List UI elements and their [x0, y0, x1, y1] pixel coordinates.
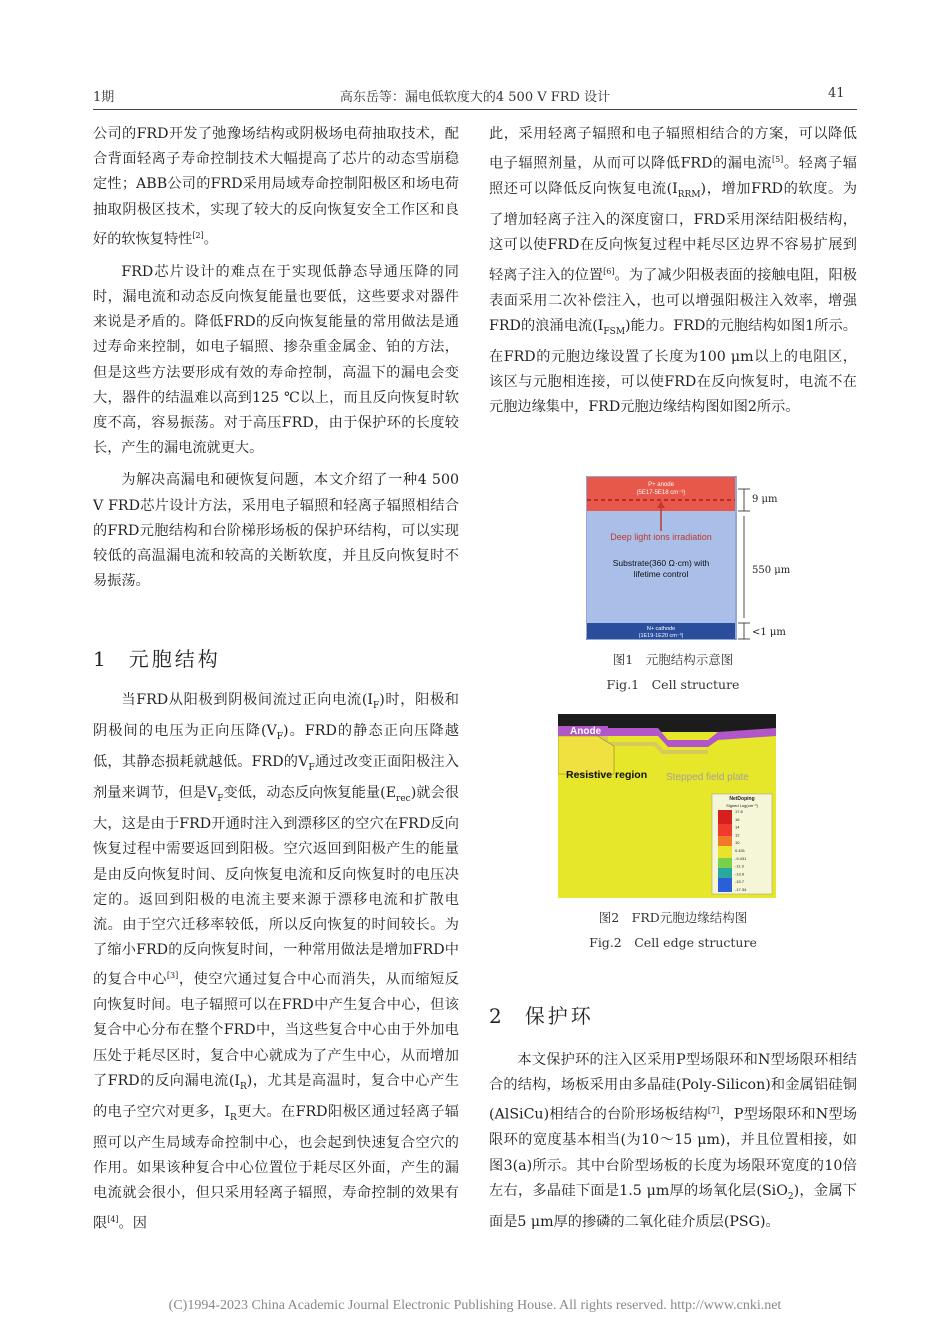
fig1-cathode-conc: (1E19-1E20 cm⁻³) — [638, 633, 684, 639]
header-rule — [93, 109, 857, 110]
fig1-substrate-label-2: lifetime control — [633, 569, 689, 579]
fig1-irradiation-label: Deep light ions irradiation — [610, 532, 712, 542]
right-column-bottom — [489, 1048, 857, 1235]
copyright-footer: (C)1994-2023 China Academic Journal Electronic Publishing House. All rights reserved. http://www.cnki.net — [168, 1298, 782, 1313]
fig2-legend-title: NetDoping — [729, 796, 755, 802]
header-page-number: 41 — [828, 86, 845, 101]
fig1-anode-conc: (5E17-5E18 cm⁻³) — [636, 490, 686, 496]
fig2-legend-value: 10 — [735, 840, 740, 846]
figure-2-caption-cn: 图2 FRD元胞边缘结构图 — [598, 910, 748, 925]
paragraph: 本文保护环的注入区采用P型场限环和N型场限环相结合的结构，场板采用由多晶硅(Poly-Silicon)和金属铝硅铜(AlSiCu)相结合的台阶形场板结构[7]，P型场限环和N型场限环的宽度基本相当(为10～15 μm)，并且位置相接，如图3(a)所示。其中台阶型场板的长度为场限环宽度的10倍左右，多晶硅下面是1.5 μm厚的场氧化层(SiO$_2$)，金属下面是5 μm厚的掺磷的二氧化硅介质层(PSG)。 — [489, 1052, 857, 1230]
fig2-legend-value: -15.7 — [735, 879, 745, 885]
figure-2-caption-en: Fig.2 Cell edge structure — [589, 935, 757, 950]
fig2-legend-value: -17.34 — [735, 887, 747, 892]
left-column-top — [93, 122, 459, 594]
fig2-legend-value: -11.9 — [735, 863, 744, 869]
fig2-anode-label: Anode — [570, 726, 602, 737]
section-1-heading: 1 元胞结构 — [93, 647, 221, 671]
fig2-field-plate-label: Stepped field plate — [666, 772, 749, 783]
fig2-legend-subtitle: Signed Log(cm⁻³) — [726, 803, 758, 808]
left-column-bottom — [93, 688, 459, 1237]
figure-1-cell-structure — [586, 476, 798, 640]
fig2-legend-value: -9.431 — [735, 855, 747, 861]
header-title: 高东岳等：漏电低软度大的4 500 V FRD 设计 — [339, 90, 611, 105]
fig2-legend — [712, 794, 772, 894]
figure-1-caption-cn: 图1 元胞结构示意图 — [612, 652, 734, 667]
fig1-dim-550um: 550 μm — [752, 565, 791, 576]
fig1-dim-9um: 9 μm — [752, 494, 778, 505]
fig2-resistive-label: Resistive region — [566, 769, 648, 781]
figure-1-caption-en: Fig.1 Cell structure — [606, 677, 740, 692]
paragraph: 此，采用轻离子辐照和电子辐照相结合的方案，可以降低电子辐照剂量，从而可以降低FRD的漏电流[5]。轻离子辐照还可以降低反向恢复电流$(I_{RRM})$，增加FRD的软度。为了增加轻离子注入的深度窗口，FRD采用深结阳极结构，这可以使FRD在反向恢复过程中耗尽区边界不容易扩展到轻离子注入的位置[6]。为了减少阳极表面的接触电阻，阳极表面采用二次补偿注入，也可以增强阳极注入效率，增强FRD的浪涌电流$(I_{FSM})$能力。FRD的元胞结构如图1所示。在FRD的元胞边缘设置了长度为100 μm以上的电阻区，该区与元胞相连接，可以使FRD在反向恢复时，电流不在元胞边缘集中，FRD元胞边缘结构图如图2所示。 — [489, 126, 858, 416]
fig1-substrate-label-1: Substrate(360 Ω·cm) with — [612, 558, 710, 568]
fig2-legend-value: 17.8 — [735, 809, 743, 814]
paragraph: FRD芯片设计的难点在于实现低静态导通压降的同时，漏电流和动态反向恢复能量也要低，这些要求对器件来说是矛盾的。降低FRD的反向恢复能量的常用做法是通过寿命来控制，如电子辐照、掺杂重金属金、铂的方法，但是这些方法要形成有效的寿命控制，高温下的漏电会变大，器件的结温难以高到125 ℃以上，而且反向恢复时软度不高，容易振荡。对于高压FRD，由于保护环的长度较长，产生的漏电流就更大。 — [93, 263, 459, 457]
right-column-top — [489, 122, 857, 420]
section-2-heading: 2 保护环 — [489, 1004, 594, 1028]
header-issue: 1期 — [93, 90, 115, 105]
fig2-legend-value: 16 — [735, 816, 740, 822]
figure-2-cell-edge — [558, 714, 776, 898]
fig2-legend-value: -13.9 — [735, 871, 745, 877]
fig2-legend-value: 14 — [735, 824, 740, 830]
paragraph: 当FRD从阳极到阴极间流过正向电流$(I_F)$时，阳极和阴极间的电压为正向压降$(V_F)$。FRD的静态正向压降越低，其静态损耗就越低。FRD的$V_F$通过改变正面阳极注入剂量来调节，但是$V_F$变低，动态反向恢复能量$(E_{rec})$就会很大，这是由于FRD开通时注入到漂移区的空穴在FRD反向恢复过程中需要返回到阳极。空穴返回到阳极产生的能量是由反向恢复时间、反向恢复电流和反向恢复时的电压决定的。返回到阳极的电流主要来源于漂移电流和扩散电流。由于空穴迁移率较低，所以反向恢复的时间较长。为了缩小FRD的反向恢复时间，一种常用做法是增加FRD中的复合中心[3]，使空穴通过复合中心而消失，从而缩短反向恢复时间。电子辐照可以在FRD中产生复合中心，但该复合中心分布在整个FRD中，当这些复合中心由于外加电压处于耗尽区时，复合中心就成为了产生中心，从而增加了FRD的反向漏电流$(I_R)$，尤其是高温时，复合中心产生的电子空穴对更多，$I_R$更大。在FRD阳极区通过轻离子辐照可以产生局域寿命控制中心，也会起到快速复合空穴的作用。如果该种复合中心位置位于耗尽区外面，产生的漏电流就会很小，但只采用轻离子辐照，寿命控制的效果有限[4]。因 — [93, 692, 459, 1232]
fig1-dim-1um: <1 μm — [752, 627, 786, 638]
paragraph: 公司的FRD开发了弛豫场结构或阴极场电荷抽取技术，配合背面轻离子寿命控制技术大幅提高了芯片的动态雪崩稳定性；ABB公司的FRD采用局域寿命控制阳极区和场电荷抽取阴极区技术，实现了较大的反向恢复安全工作区和良好的软恢复特性[2]。 — [93, 126, 459, 248]
fig2-legend-value: 0.431 — [735, 848, 746, 853]
fig1-cathode-label: N+ cathode — [646, 626, 676, 632]
paragraph: 为解决高漏电和硬恢复问题，本文介绍了一种4 500 V FRD芯片设计方法，采用电子辐照和轻离子辐照相结合的FRD元胞结构和台阶梯形场板的保护环结构，可以实现较低的高温漏电流和较高的关断软度，并且反向恢复时不易振荡。 — [93, 472, 459, 590]
fig1-anode-label: P+ anode — [648, 482, 674, 488]
fig2-legend-value: 12 — [735, 832, 740, 838]
